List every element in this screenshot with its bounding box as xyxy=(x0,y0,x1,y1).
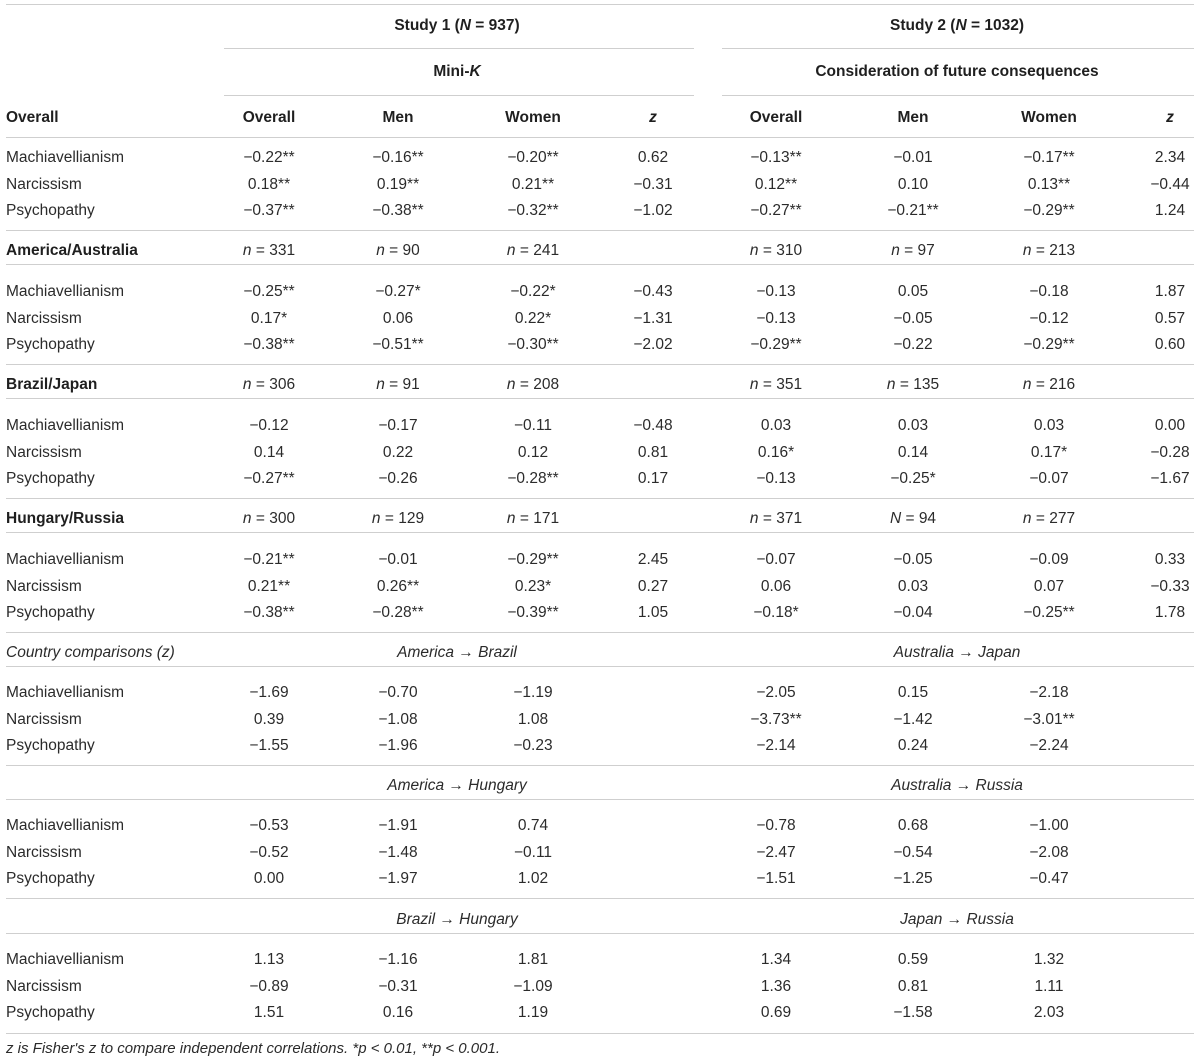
section-2-cell: −0.07 xyxy=(1029,470,1069,488)
overall-cell: 0.62 xyxy=(637,149,669,166)
comparison-1-cell: −0.53 xyxy=(249,817,289,834)
section-3-cell: 0.07 xyxy=(1033,577,1065,595)
comparison-0-cell: 0.24 xyxy=(897,737,929,755)
comparison-2-cell: 0.69 xyxy=(760,1004,792,1022)
section-3-cell: 1.78 xyxy=(1154,604,1186,622)
section-n: n = 97 xyxy=(891,242,935,259)
overall-cell: 2.34 xyxy=(1154,149,1186,166)
section-3-cell: 0.27 xyxy=(637,577,669,595)
section-1-cell: −0.51** xyxy=(372,336,424,354)
comparison-sub-rule xyxy=(6,933,1194,934)
header-bottom-rule xyxy=(6,137,1194,138)
section-rule xyxy=(6,230,1194,231)
overall-cell: 0.13** xyxy=(1027,175,1071,193)
comparison-0-cell: −3.73** xyxy=(750,710,802,728)
comparison-0-row-label: Machiavellianism xyxy=(6,684,125,701)
comparison-0-cell: −3.01** xyxy=(1023,710,1075,728)
comparison-1-row-label: Machiavellianism xyxy=(6,817,125,834)
section-3-cell: −0.01 xyxy=(378,551,418,568)
comparison-2-cell: 1.11 xyxy=(1034,977,1064,995)
comparison-2-row-label: Narcissism xyxy=(6,977,82,995)
section-1-cell: −0.18 xyxy=(1029,283,1069,300)
section-sub-rule xyxy=(6,264,1194,265)
comparison-1-cell: 1.02 xyxy=(517,870,549,888)
section-3-cell: −0.18* xyxy=(753,604,799,622)
section-3-cell: −0.21** xyxy=(243,551,295,568)
section-3-cell: 0.03 xyxy=(897,577,929,595)
section-n: N = 94 xyxy=(889,510,937,527)
section-1-cell: 0.22* xyxy=(514,309,552,327)
comparison-2-cell: 0.81 xyxy=(897,977,929,995)
section-3-cell: −0.05 xyxy=(893,551,933,568)
row-label-header: Overall xyxy=(6,109,59,126)
section-3-cell: −0.07 xyxy=(756,551,796,568)
comparison-right-title: Australia → Russia xyxy=(891,777,1023,794)
overall-cell: −0.27** xyxy=(750,202,802,220)
section-2-cell: 0.81 xyxy=(637,443,669,461)
study1-title: Study 1 (N = 937) xyxy=(394,17,520,34)
comparison-2-cell: −1.16 xyxy=(378,951,418,968)
overall-cell: 0.18** xyxy=(247,175,291,193)
comparison-left-title: America → Hungary xyxy=(387,777,527,794)
comparison-2-cell: 1.81 xyxy=(517,951,549,968)
comparison-0-cell: −2.18 xyxy=(1029,684,1069,701)
col-men-2: Men xyxy=(897,109,929,126)
comparison-2-cell: −0.89 xyxy=(249,977,289,995)
col-men-1: Men xyxy=(382,109,414,126)
section-1-cell: 0.17* xyxy=(250,309,288,327)
section-2-cell: −1.67 xyxy=(1150,470,1190,488)
section-2-cell: 0.16* xyxy=(757,443,795,461)
section-3-cell: 0.23* xyxy=(514,577,552,595)
comparison-1-cell: 0.68 xyxy=(897,817,929,834)
col-overall-2: Overall xyxy=(749,109,803,126)
section-3-cell: −0.38** xyxy=(243,604,295,622)
overall-cell: −0.13** xyxy=(750,149,802,166)
section-n: n = 91 xyxy=(376,376,420,393)
comparison-right-title: Japan → Russia xyxy=(900,911,1014,928)
overall-cell: −0.20** xyxy=(507,149,559,166)
section-2-cell: −0.26 xyxy=(378,470,418,488)
comparison-1-row-label: Narcissism xyxy=(6,843,82,861)
comparison-right-title: Australia → Japan xyxy=(893,644,1021,661)
col-overall-1: Overall xyxy=(242,109,296,126)
comparison-0-cell: −0.70 xyxy=(378,684,418,701)
section-1-row-label: Machiavellianism xyxy=(6,283,125,300)
section-n: n = 241 xyxy=(506,242,560,259)
section-3-row-label: Machiavellianism xyxy=(6,551,125,568)
section-3-cell: 1.05 xyxy=(637,604,669,622)
section-1-cell: −0.12 xyxy=(1029,309,1069,327)
comparison-0-cell: −2.05 xyxy=(756,684,796,701)
overall-cell: 0.19** xyxy=(376,175,420,193)
section-1-cell: −0.05 xyxy=(893,309,933,327)
section-n: n = 171 xyxy=(506,510,560,527)
section-2-cell: 0.17 xyxy=(637,470,669,488)
section-1-cell: −0.13 xyxy=(756,283,796,300)
section-2-cell: 0.12 xyxy=(517,443,549,461)
comparison-2-cell: −1.09 xyxy=(513,977,553,995)
section-n: n = 300 xyxy=(242,510,296,527)
section-3-cell: −0.39** xyxy=(507,604,559,622)
section-2-cell: −0.11 xyxy=(513,417,553,434)
section-2-cell: 0.22 xyxy=(382,443,414,461)
section-1-cell: 1.87 xyxy=(1154,283,1186,300)
comparison-1-cell: −0.11 xyxy=(513,843,553,861)
overall-cell: 0.21** xyxy=(511,175,555,193)
section-title: Brazil/Japan xyxy=(6,376,98,393)
comparison-1-cell: −1.97 xyxy=(378,870,418,888)
section-title: America/Australia xyxy=(6,242,138,259)
section-rule xyxy=(6,364,1194,365)
section-1-cell: −0.13 xyxy=(756,309,796,327)
section-n: n = 277 xyxy=(1022,510,1076,527)
comparison-0-cell: 1.08 xyxy=(517,710,549,728)
section-1-row-label: Narcissism xyxy=(6,309,82,327)
section-1-cell: −0.38** xyxy=(243,336,295,354)
measure1-rule xyxy=(224,95,694,96)
section-1-cell: −0.29** xyxy=(1023,336,1075,354)
section-3-cell: 0.21** xyxy=(247,577,291,595)
section-n: n = 331 xyxy=(242,242,296,259)
overall-cell: −0.44 xyxy=(1150,175,1190,193)
comparison-0-cell: −1.19 xyxy=(513,684,553,701)
section-2-cell: −0.12 xyxy=(249,417,289,434)
top-rule xyxy=(6,4,1194,5)
section-2-cell: −0.25* xyxy=(890,470,936,488)
overall-cell: −0.32** xyxy=(507,202,559,220)
col-z-2: z xyxy=(1166,109,1174,126)
section-2-cell: 0.03 xyxy=(760,417,792,434)
section-n: n = 351 xyxy=(749,376,803,393)
comparison-2-cell: 0.59 xyxy=(897,951,929,968)
comparison-1-cell: −1.00 xyxy=(1029,817,1069,834)
overall-cell: −0.31 xyxy=(633,175,673,193)
section-2-cell: −0.28 xyxy=(1150,443,1190,461)
comparison-2-cell: 2.03 xyxy=(1033,1004,1065,1022)
comparison-0-cell: −1.96 xyxy=(378,737,418,755)
comparison-2-row-label: Psychopathy xyxy=(6,1004,95,1022)
overall-cell: −0.17** xyxy=(1023,149,1075,166)
overall-row-label: Machiavellianism xyxy=(6,149,125,166)
comparison-rule xyxy=(6,898,1194,899)
comparison-left-title: Brazil → Hungary xyxy=(396,911,518,928)
comparison-0-row-label: Narcissism xyxy=(6,710,82,728)
section-3-row-label: Psychopathy xyxy=(6,604,95,622)
comparison-1-row-label: Psychopathy xyxy=(6,870,95,888)
section-sub-rule xyxy=(6,398,1194,399)
section-2-cell: −0.48 xyxy=(633,417,673,434)
col-z-1: z xyxy=(649,109,657,126)
comparison-2-cell: 1.36 xyxy=(760,977,792,995)
comparison-2-cell: 1.19 xyxy=(517,1004,549,1022)
section-3-cell: −0.25** xyxy=(1023,604,1075,622)
comparison-0-cell: −0.23 xyxy=(513,737,553,755)
comparison-1-cell: −0.52 xyxy=(249,843,289,861)
section-1-cell: −0.22 xyxy=(893,336,933,354)
section-title: Hungary/Russia xyxy=(6,510,125,527)
footnote: z is Fisher's z to compare independent correlations. *p < 0.01, **p < 0.001. xyxy=(6,1040,500,1057)
overall-cell: −0.01 xyxy=(893,149,933,166)
section-3-cell: 2.45 xyxy=(637,551,669,568)
section-n: n = 371 xyxy=(749,510,803,527)
section-1-cell: 0.57 xyxy=(1154,309,1186,327)
section-2-cell: 0.14 xyxy=(253,443,285,461)
section-3-cell: −0.04 xyxy=(893,604,933,622)
comparison-0-cell: −2.14 xyxy=(756,737,796,755)
section-3-cell: −0.29** xyxy=(507,551,559,568)
comparison-0-cell: 0.15 xyxy=(897,684,929,701)
comparison-0-row-label: Psychopathy xyxy=(6,737,95,755)
section-2-cell: −0.27** xyxy=(243,470,295,488)
section-3-cell: 0.33 xyxy=(1154,551,1186,568)
section-2-cell: 0.03 xyxy=(897,417,929,434)
overall-cell: 0.12** xyxy=(754,175,798,193)
overall-cell: 0.10 xyxy=(897,175,929,193)
section-2-cell: −0.17 xyxy=(378,417,418,434)
overall-cell: −0.22** xyxy=(243,149,295,166)
comparison-1-cell: 0.00 xyxy=(253,870,285,888)
section-1-cell: −0.43 xyxy=(633,283,673,300)
comparison-1-cell: −0.47 xyxy=(1029,870,1069,888)
comparison-1-cell: −0.78 xyxy=(756,817,796,834)
section-1-row-label: Psychopathy xyxy=(6,336,95,354)
section-n: n = 135 xyxy=(886,376,940,393)
section-1-cell: −0.22* xyxy=(510,283,556,300)
overall-cell: −0.37** xyxy=(243,202,295,220)
comparison-0-cell: −1.08 xyxy=(378,710,418,728)
study1-rule xyxy=(224,48,694,49)
section-1-cell: −1.31 xyxy=(633,309,673,327)
comparison-1-cell: 0.74 xyxy=(517,817,549,834)
comparison-1-cell: −1.25 xyxy=(893,870,933,888)
section-3-cell: −0.09 xyxy=(1029,551,1069,568)
section-n: n = 216 xyxy=(1022,376,1076,393)
overall-row-label: Narcissism xyxy=(6,175,82,193)
study2-title: Study 2 (N = 1032) xyxy=(890,17,1024,34)
section-n: n = 306 xyxy=(242,376,296,393)
col-women-1: Women xyxy=(505,109,561,126)
section-1-cell: 0.60 xyxy=(1154,336,1186,354)
section-n: n = 90 xyxy=(376,242,420,259)
comparison-1-cell: −1.91 xyxy=(378,817,418,834)
section-n: n = 208 xyxy=(506,376,560,393)
section-1-cell: −0.29** xyxy=(750,336,802,354)
section-sub-rule xyxy=(6,532,1194,533)
measure1-title: Mini-K xyxy=(433,63,481,80)
section-rule xyxy=(6,632,1194,633)
section-2-cell: 0.14 xyxy=(897,443,929,461)
overall-cell: −0.29** xyxy=(1023,202,1075,220)
section-2-row-label: Narcissism xyxy=(6,443,82,461)
comparison-0-cell: −1.42 xyxy=(893,710,933,728)
study2-rule xyxy=(722,48,1194,49)
section-2-cell: 0.00 xyxy=(1154,417,1186,434)
measure2-rule xyxy=(722,95,1194,96)
overall-cell: −0.21** xyxy=(887,202,939,220)
comparison-1-cell: −2.47 xyxy=(756,843,796,861)
overall-cell: 1.24 xyxy=(1154,202,1186,220)
overall-cell: −0.38** xyxy=(372,202,424,220)
comparison-0-cell: 0.39 xyxy=(253,710,285,728)
bottom-rule xyxy=(6,1033,1194,1034)
overall-row-label: Psychopathy xyxy=(6,202,95,220)
section-2-cell: −0.13 xyxy=(756,470,796,488)
section-1-cell: −2.02 xyxy=(633,336,673,354)
comparison-left-title: America → Brazil xyxy=(397,644,517,661)
comparison-2-cell: 1.34 xyxy=(760,951,792,968)
section-n: n = 213 xyxy=(1022,242,1076,259)
comparison-sub-rule xyxy=(6,666,1194,667)
section-n: n = 310 xyxy=(749,242,803,259)
section-1-cell: −0.27* xyxy=(375,283,421,300)
comparison-1-cell: −0.54 xyxy=(893,843,933,861)
comparison-1-cell: −2.08 xyxy=(1029,843,1069,861)
comparison-2-cell: 1.51 xyxy=(253,1004,285,1022)
comparison-2-cell: −0.31 xyxy=(378,977,418,995)
col-women-2: Women xyxy=(1021,109,1077,126)
comparison-2-row-label: Machiavellianism xyxy=(6,951,125,968)
section-3-cell: 0.26** xyxy=(376,577,420,595)
comparisons-label: Country comparisons (z) xyxy=(6,644,175,661)
section-2-cell: 0.03 xyxy=(1033,417,1065,434)
overall-cell: −0.16** xyxy=(372,149,424,166)
section-3-cell: −0.28** xyxy=(372,604,424,622)
comparison-sub-rule xyxy=(6,799,1194,800)
comparison-0-cell: −1.55 xyxy=(249,737,289,755)
section-2-row-label: Psychopathy xyxy=(6,470,95,488)
section-n: n = 129 xyxy=(371,510,425,527)
section-rule xyxy=(6,498,1194,499)
comparison-2-cell: 1.32 xyxy=(1033,951,1065,968)
section-1-cell: −0.25** xyxy=(243,283,295,300)
section-1-cell: −0.30** xyxy=(507,336,559,354)
section-2-row-label: Machiavellianism xyxy=(6,417,125,434)
comparison-2-cell: 0.16 xyxy=(382,1004,414,1022)
comparison-2-cell: 1.13 xyxy=(253,951,285,968)
section-2-cell: 0.17* xyxy=(1030,443,1068,461)
comparison-0-cell: −1.69 xyxy=(249,684,289,701)
comparison-rule xyxy=(6,765,1194,766)
section-2-cell: −0.28** xyxy=(507,470,559,488)
section-1-cell: 0.05 xyxy=(897,283,929,300)
comparison-0-cell: −2.24 xyxy=(1029,737,1069,755)
measure2-title: Consideration of future consequences xyxy=(815,63,1099,80)
section-3-cell: 0.06 xyxy=(760,577,792,595)
section-3-cell: −0.33 xyxy=(1150,577,1190,595)
comparison-1-cell: −1.51 xyxy=(756,870,796,888)
comparison-1-cell: −1.48 xyxy=(378,843,418,861)
comparison-2-cell: −1.58 xyxy=(893,1004,933,1022)
overall-cell: −1.02 xyxy=(633,202,673,220)
section-1-cell: 0.06 xyxy=(382,309,414,327)
section-3-row-label: Narcissism xyxy=(6,577,82,595)
